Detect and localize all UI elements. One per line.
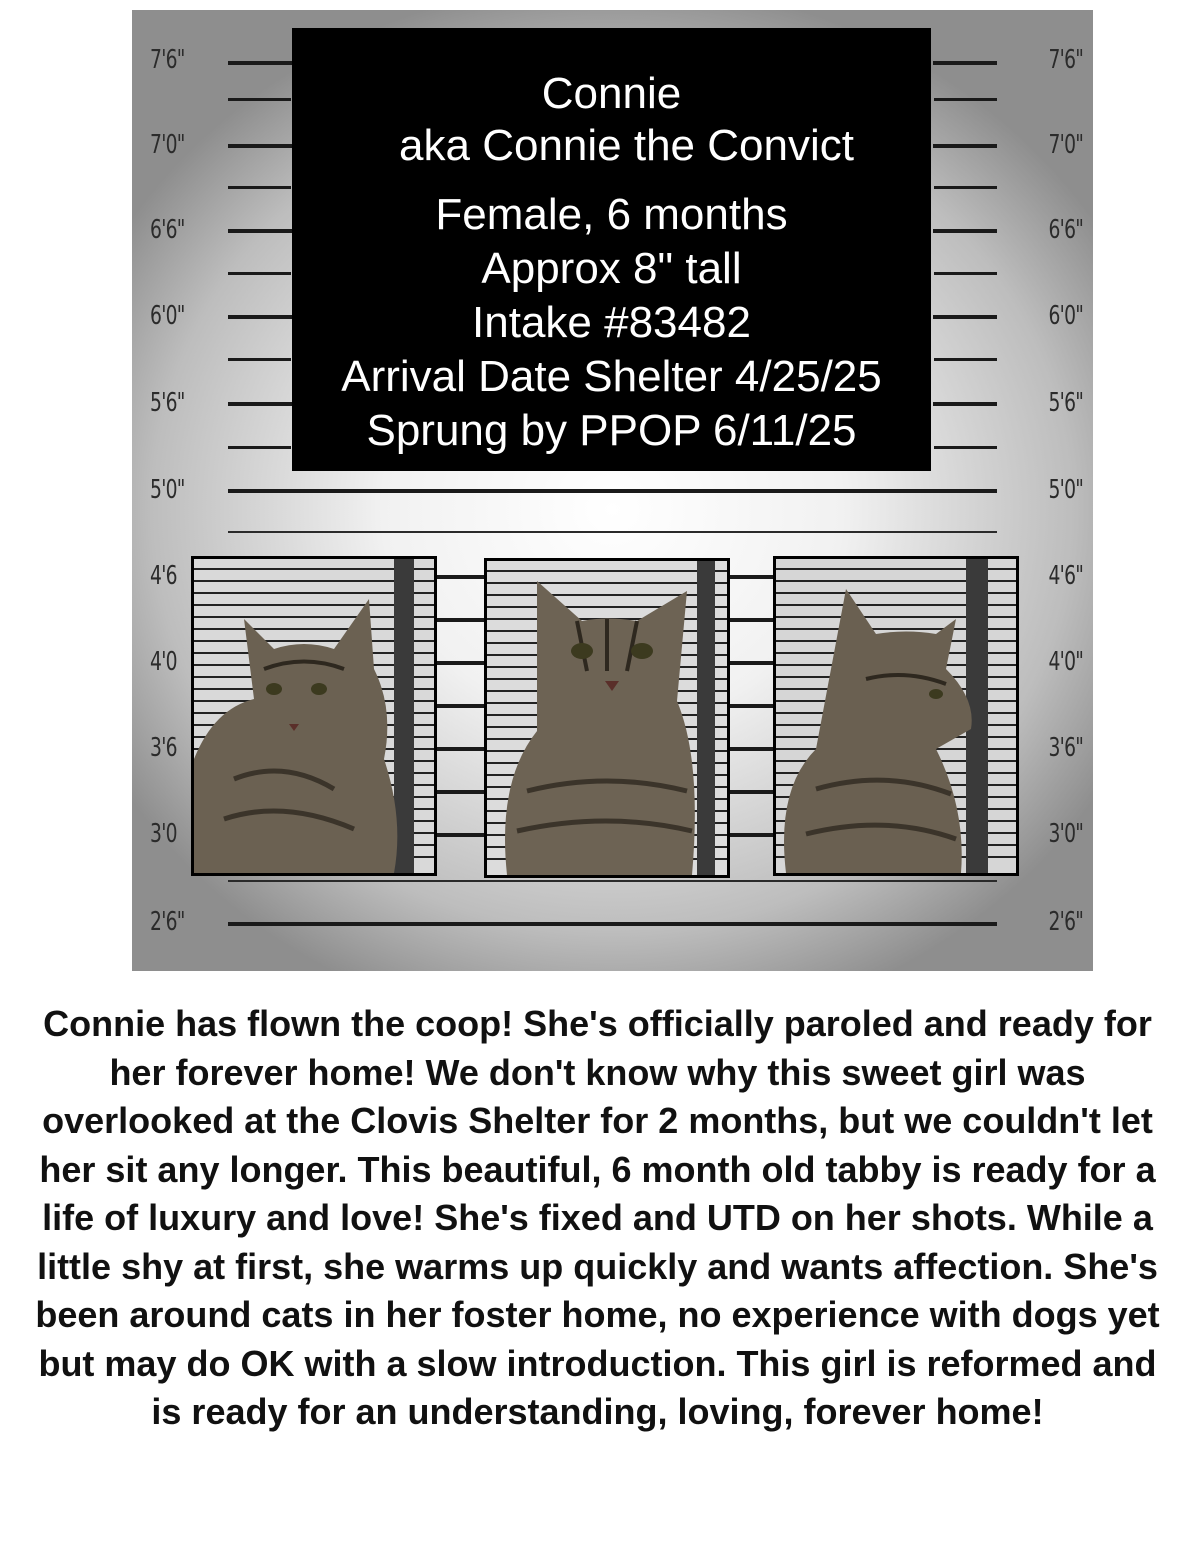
- height-label: 7'0": [150, 130, 185, 160]
- scale-tick: [228, 402, 292, 406]
- arrival-date: Arrival Date Shelter 4/25/25: [341, 352, 882, 401]
- scale-tick: [933, 144, 997, 148]
- scale-tick: [934, 446, 997, 449]
- cat-details: [292, 188, 931, 458]
- scale-tick: [228, 144, 292, 148]
- height-label: 7'6": [150, 45, 185, 75]
- height-label: 3'0": [1048, 819, 1083, 849]
- cat-photo-left: [191, 556, 437, 876]
- scale-tick: [228, 446, 291, 449]
- name-placard: [292, 28, 931, 471]
- height-label: 4'0": [1048, 647, 1083, 677]
- height-label: 7'6": [1048, 45, 1083, 75]
- scale-line: [228, 922, 997, 926]
- scale-tick: [934, 98, 997, 101]
- release-date: Sprung by PPOP 6/11/25: [366, 406, 857, 455]
- scale-line: [228, 489, 997, 493]
- scale-tick: [934, 186, 997, 189]
- scale-tick: [228, 61, 292, 65]
- scale-tick: [933, 402, 997, 406]
- scale-tick: [933, 229, 997, 233]
- intake-number: Intake #83482: [472, 298, 751, 347]
- scale-tick: [228, 229, 292, 233]
- height-label: 4'6": [1048, 561, 1083, 591]
- adoption-description: Connie has flown the coop! She's officially paroled and ready for her forever home! We don't know why this sweet girl was overlooked at the Clovis Shelter for 2 months, but we couldn't let her sit any longer. This beautiful, 6 month old tabby is ready for a life of luxury and love! She's fixed and UTD on her shots. While a little shy at first, she warms up quickly and wants affection. She's been around cats in her foster home, no experience with dogs yet but may do OK with a slow introduction. This girl is reformed and is ready for an understanding, loving, forever home!: [35, 1003, 1160, 1432]
- height-label: 4'6: [150, 561, 177, 591]
- height-label: 2'6": [1048, 907, 1083, 937]
- height-label: 4'0: [150, 647, 177, 677]
- height-label: 3'0: [150, 819, 177, 849]
- height-label: 2'6": [150, 907, 185, 937]
- scale-tick: [228, 272, 291, 275]
- height-label: 6'6": [150, 215, 185, 245]
- cat-sex-age: Female, 6 months: [435, 190, 788, 239]
- scale-line: [228, 880, 997, 882]
- cat-height: Approx 8" tall: [481, 244, 742, 293]
- scale-tick: [934, 272, 997, 275]
- scale-line: [228, 531, 997, 533]
- height-label: 6'6": [1048, 215, 1083, 245]
- cat-photo-profile: [773, 556, 1019, 876]
- height-label: 6'0": [150, 301, 185, 331]
- scale-tick: [228, 186, 291, 189]
- height-label: 5'0": [150, 475, 185, 505]
- scale-tick: [228, 358, 291, 361]
- height-label: 6'0": [1048, 301, 1083, 331]
- height-label: 5'6": [150, 388, 185, 418]
- height-label: 7'0": [1048, 130, 1083, 160]
- cat-photo-front: [484, 558, 730, 878]
- height-label: 5'6": [1048, 388, 1083, 418]
- scale-tick: [228, 315, 292, 319]
- scale-tick: [934, 358, 997, 361]
- height-label: 5'0": [1048, 475, 1083, 505]
- scale-tick: [933, 315, 997, 319]
- cat-alias: aka Connie the Convict: [399, 121, 854, 170]
- scale-tick: [228, 98, 291, 101]
- scale-tick: [933, 61, 997, 65]
- height-label: 3'6": [1048, 733, 1083, 763]
- cat-name: Connie: [541, 69, 682, 118]
- height-label: 3'6: [150, 733, 177, 763]
- mugshot-height-board: [132, 10, 1093, 971]
